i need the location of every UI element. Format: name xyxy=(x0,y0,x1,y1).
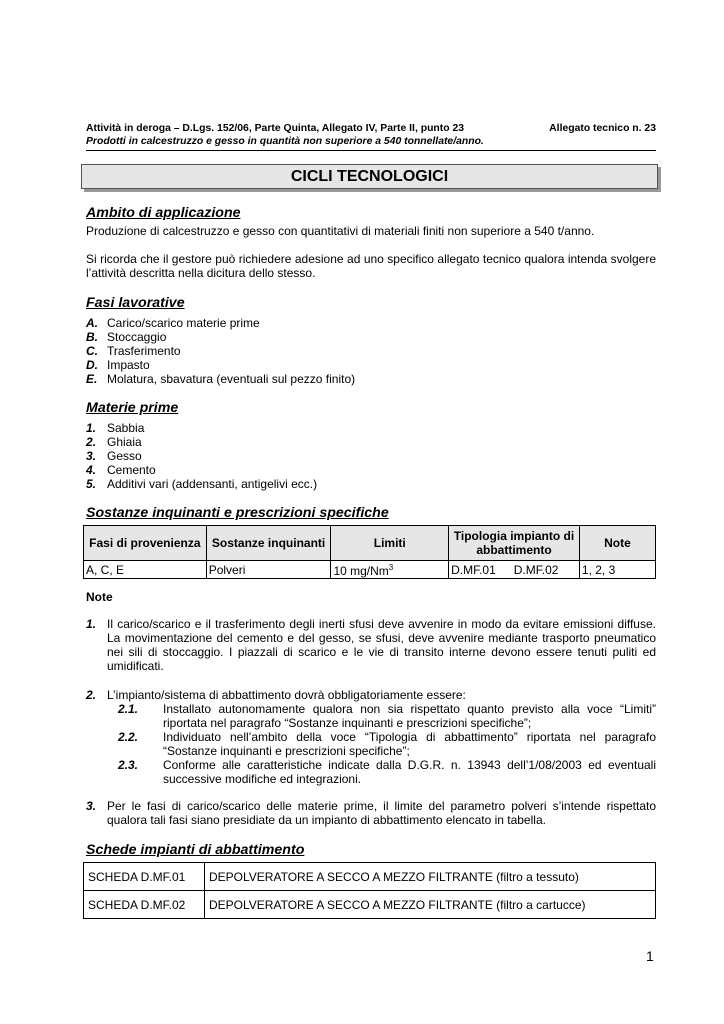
page-number: 1 xyxy=(646,948,654,964)
section-heading-fasi: Fasi lavorative xyxy=(86,295,185,311)
table-cell: 10 mg/Nm$^3$ xyxy=(331,561,449,579)
list-item: 1. Sabbia xyxy=(86,421,145,435)
materie-list xyxy=(86,421,317,491)
table-cell: Polveri xyxy=(206,561,331,579)
list-item: 4. Cemento xyxy=(86,463,156,477)
table-row xyxy=(84,561,656,579)
list-item: 2. Ghiaia xyxy=(86,435,142,449)
list-item: 5. Additivi vari (addensanti, antigelivi ecc.) xyxy=(86,477,318,491)
subnote-text: Installato autonomamente qualora non sia rispettato quanto previsto alla voce “Limiti” riportata nel paragrafo “Sostanze inquinanti e prescrizioni specifiche”; xyxy=(163,702,656,730)
page-title: CICLI TECNOLOGICI xyxy=(81,164,658,189)
table-cell: 1, 2, 3 xyxy=(579,561,655,579)
subnote-number: 2.2. xyxy=(118,730,139,744)
table-header: Fasi di provenienza xyxy=(84,526,207,561)
table-cell: A, C, E xyxy=(84,561,207,579)
ambito-paragraph-1: Produzione di calcestruzzo e gesso con quantitativi di materiali finiti non superiore a 540 t/anno. xyxy=(86,224,595,238)
header-subtitle: Prodotti in calcestruzzo e gesso in quantità non superiore a 540 tonnellate/anno. xyxy=(86,136,484,147)
table-cell: SCHEDA D.MF.02 xyxy=(84,891,205,919)
note-number: 1. xyxy=(86,617,97,631)
subnote-number: 2.3. xyxy=(118,758,139,772)
note-text: L’impianto/sistema di abbattimento dovrà obbligatoriamente essere: xyxy=(107,688,466,702)
table-cell: DEPOLVERATORE A SECCO A MEZZO FILTRANTE (filtro a tessuto) xyxy=(205,863,656,891)
list-item: A. Carico/scarico materie prime xyxy=(86,316,260,330)
subnote-text: Individuato nell’ambito della voce “Tipologia di abbattimento” riportata nel paragrafo “Sostanze inquinanti e prescrizioni specifiche”; xyxy=(163,730,656,758)
table-row xyxy=(84,863,656,891)
table-row xyxy=(84,891,656,919)
header-reference: Attività in deroga – D.Lgs. 152/06, Parte Quinta, Allegato IV, Parte II, punto 23 xyxy=(86,123,465,134)
list-item: 3. Gesso xyxy=(86,449,142,463)
page-header xyxy=(86,122,656,148)
subnote-number: 2.1. xyxy=(118,702,139,716)
section-heading-ambito: Ambito di applicazione xyxy=(86,205,241,221)
note-number: 3. xyxy=(86,799,97,813)
fasi-list xyxy=(86,316,355,386)
header-divider xyxy=(86,150,656,151)
section-heading-schede: Schede impianti di abbattimento xyxy=(86,842,305,858)
note-text: Per le fasi di carico/scarico delle materie prime, il limite del parametro polveri s’intende rispettato qualora tali fasi siano presidiate da un impianto di abbattimento elencato in tabella. xyxy=(107,799,656,827)
list-item: C. Trasferimento xyxy=(86,344,181,358)
table-header: Note xyxy=(579,526,655,561)
table-cell: DEPOLVERATORE A SECCO A MEZZO FILTRANTE (filtro a cartucce) xyxy=(205,891,656,919)
list-item: D. Impasto xyxy=(86,358,150,372)
table-header: Tipologia impianto di abbattimento xyxy=(449,526,580,561)
table-cell: D.MF.01 D.MF.02 xyxy=(449,561,580,579)
section-heading-sostanze: Sostanze inquinanti e prescrizioni specifiche xyxy=(86,505,389,521)
schede-table xyxy=(83,862,656,919)
header-annex: Allegato tecnico n. 23 xyxy=(549,123,656,134)
list-item: E. Molatura, sbavatura (eventuali sul pezzo finito) xyxy=(86,372,356,386)
table-cell: SCHEDA D.MF.01 xyxy=(84,863,205,891)
table-header: Sostanze inquinanti xyxy=(206,526,331,561)
ambito-paragraph-2: Si ricorda che il gestore può richiedere adesione ad uno specifico allegato tecnico qualora intenda svolgere l’attività descritta nella dicitura dello stesso. xyxy=(86,252,656,280)
note-number: 2. xyxy=(86,688,97,702)
section-heading-materie: Materie prime xyxy=(86,400,179,416)
sostanze-table xyxy=(83,525,656,579)
list-item: B. Stoccaggio xyxy=(86,330,167,344)
note-heading: Note xyxy=(86,590,113,604)
subnote-text: Conforme alle caratteristiche indicate dalla D.G.R. n. 13943 dell’1/08/2003 ed eventuali successive modifiche ed integrazioni. xyxy=(163,758,656,786)
note-text: Il carico/scarico e il trasferimento degli inerti sfusi deve avvenire in modo da evitare emissioni diffuse. La movimentazione del cemento e del gesso, se sfusi, deve avvenire mediante trasporto pneumatico nei sili di stoccaggio. I piazzali di scarico e le vie di transito interne devono essere tenuti puliti ed umidificati. xyxy=(107,617,656,673)
table-header: Limiti xyxy=(331,526,449,561)
